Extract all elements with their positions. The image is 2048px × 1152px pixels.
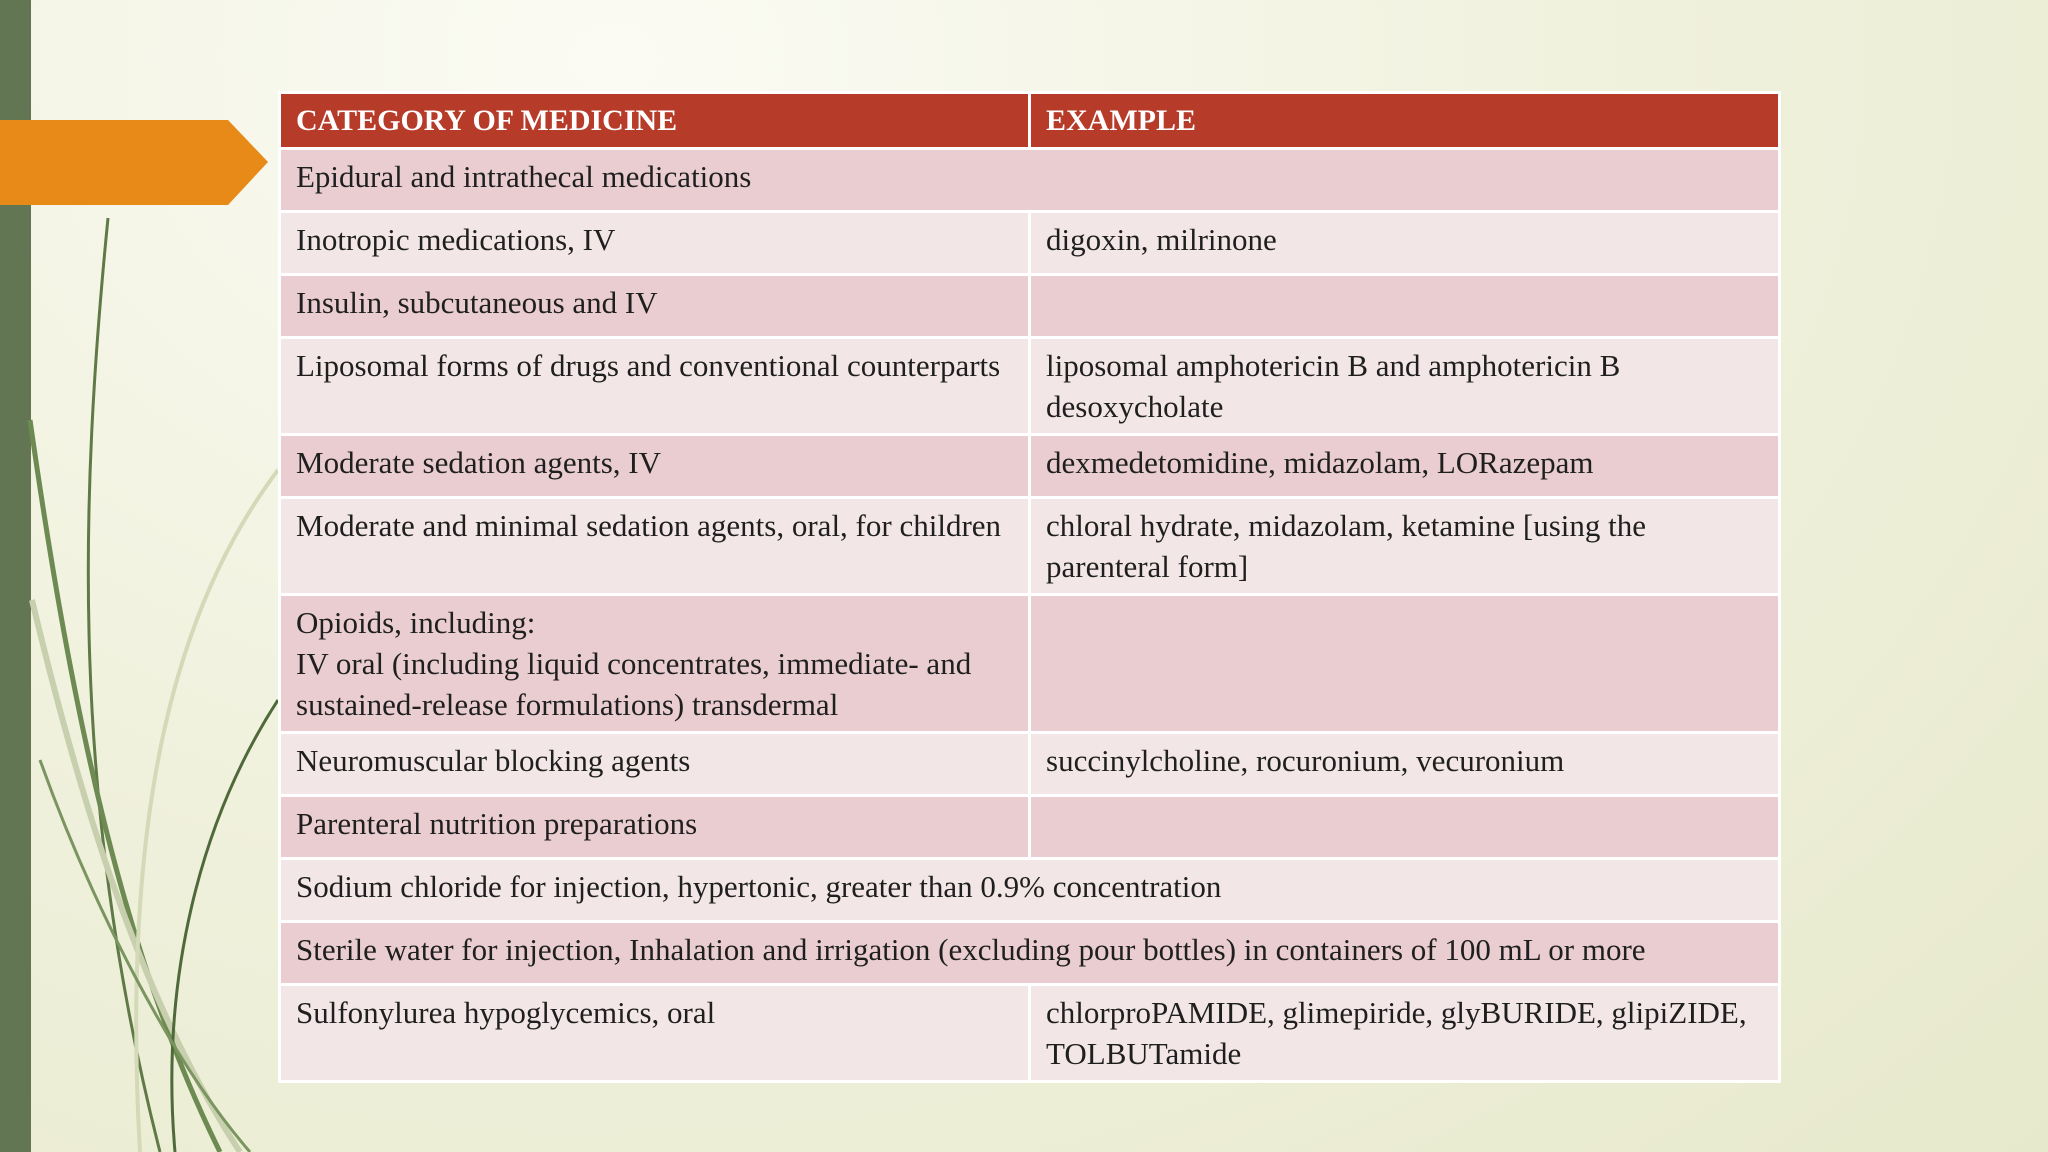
table-row [280,338,1780,435]
example-cell [1030,796,1780,859]
table-row [280,435,1780,498]
table-header-row [280,93,1780,149]
category-cell [280,595,1030,733]
header-category: CATEGORY OF MEDICINE [280,93,1030,149]
medicine-table [278,91,1781,1083]
table-row [280,985,1780,1082]
example-cell: dexmedetomidine, midazolam, LORazepam [1030,435,1780,498]
category-cell: Sodium chloride for injection, hypertonic, greater than 0.9% concentration [280,859,1780,922]
table-row [280,498,1780,595]
category-cell: Moderate sedation agents, IV [280,435,1030,498]
category-cell: Insulin, subcutaneous and IV [280,275,1030,338]
table-row [280,595,1780,733]
category-cell: Inotropic medications, IV [280,212,1030,275]
table-row [280,275,1780,338]
table-row [280,733,1780,796]
category-line: IV oral (including liquid concentrates, immediate- and sustained-release formulations) transdermal [296,646,979,722]
orange-arrow-shape [0,120,268,205]
example-cell: digoxin, milrinone [1030,212,1780,275]
category-cell: Epidural and intrathecal medications [280,149,1780,212]
example-cell: liposomal amphotericin B and amphotericin B desoxycholate [1030,338,1780,435]
category-cell: Sulfonylurea hypoglycemics, oral [280,985,1030,1082]
example-cell [1030,275,1780,338]
category-cell: Liposomal forms of drugs and conventional counterparts [280,338,1030,435]
category-line: Opioids, including: [296,605,536,640]
category-cell: Sterile water for injection, Inhalation and irrigation (excluding pour bottles) in containers of 100 mL or more [280,922,1780,985]
header-example: EXAMPLE [1030,93,1780,149]
example-cell: succinylcholine, rocuronium, vecuronium [1030,733,1780,796]
table-row [280,149,1780,212]
table-row [280,922,1780,985]
table-row [280,796,1780,859]
category-cell: Moderate and minimal sedation agents, oral, for children [280,498,1030,595]
category-cell: Neuromuscular blocking agents [280,733,1030,796]
table-row [280,212,1780,275]
example-cell: chlorproPAMIDE, glimepiride, glyBURIDE, glipiZIDE, TOLBUTamide [1030,985,1780,1082]
example-cell [1030,595,1780,733]
table-row [280,859,1780,922]
category-cell: Parenteral nutrition preparations [280,796,1030,859]
example-cell: chloral hydrate, midazolam, ketamine [using the parenteral form] [1030,498,1780,595]
